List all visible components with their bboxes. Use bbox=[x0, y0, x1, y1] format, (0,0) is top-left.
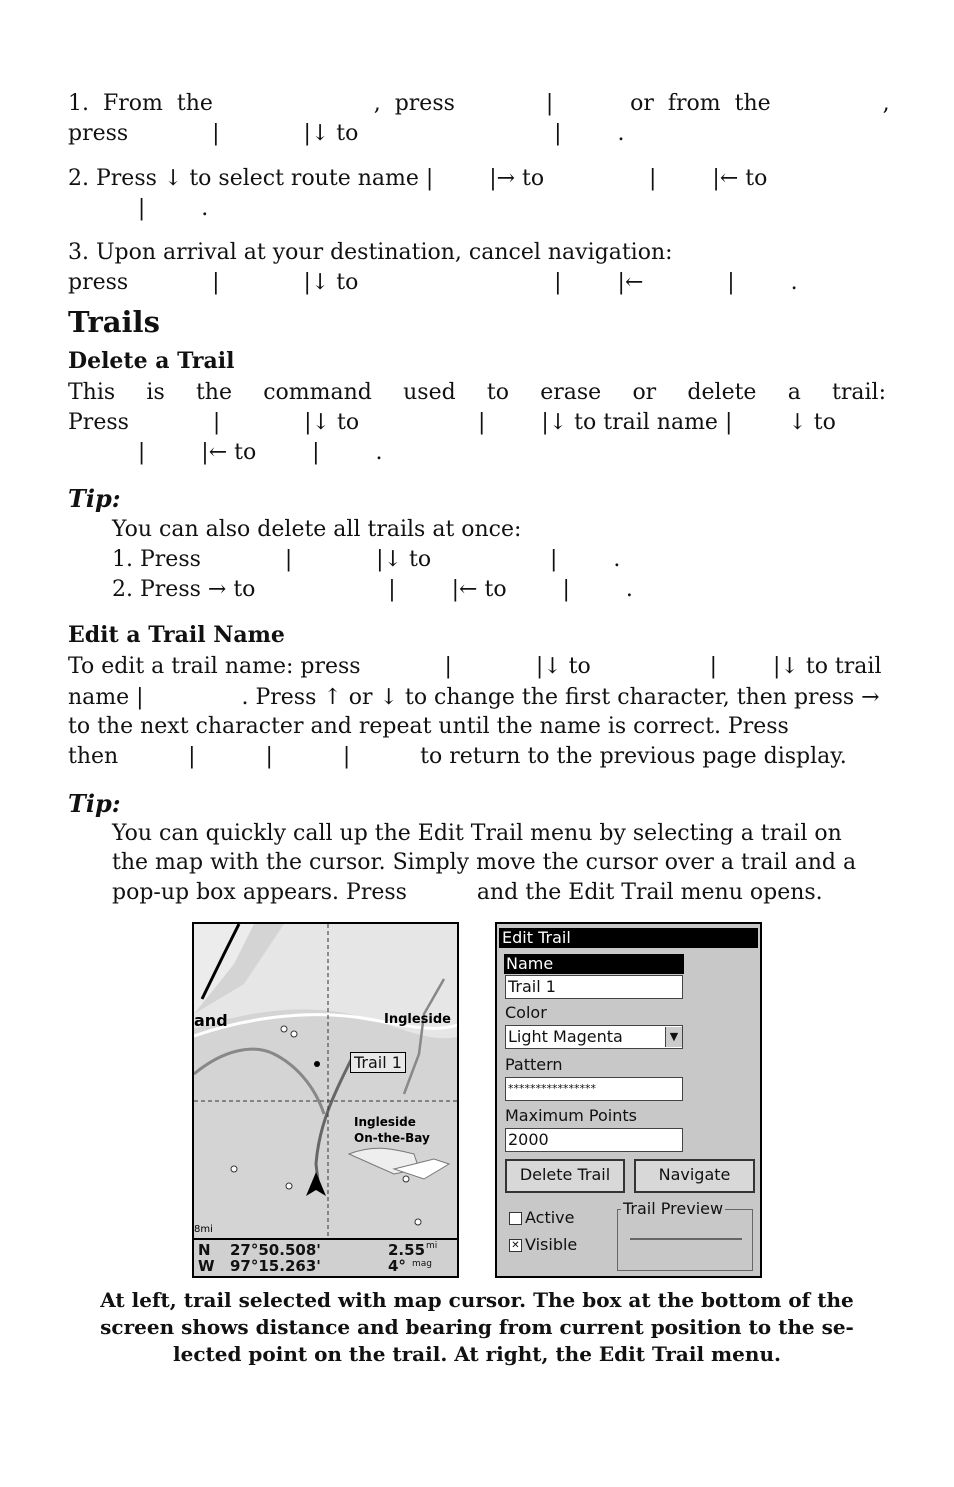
tip1-line: You can also delete all trails at once: bbox=[112, 517, 522, 542]
pattern-field[interactable]: **************** bbox=[505, 1077, 683, 1101]
pattern-label: Pattern bbox=[505, 1055, 563, 1074]
scale-label: 8mi bbox=[194, 1224, 213, 1235]
color-label: Color bbox=[505, 1003, 547, 1022]
map-graphic bbox=[194, 924, 459, 1278]
tip-label: Tip: bbox=[68, 789, 121, 818]
delete-trail-heading: Delete a Trail bbox=[68, 348, 235, 374]
delete-line: This is the command used to erase or delete a trail: bbox=[68, 380, 886, 405]
step2-line2: | . bbox=[68, 196, 209, 221]
edit-trail-name-heading: Edit a Trail Name bbox=[68, 622, 285, 648]
name-label: Name bbox=[504, 954, 684, 974]
edit-line: then | | | to return to the previous page display. bbox=[68, 744, 847, 769]
chevron-down-icon[interactable]: ▼ bbox=[665, 1027, 682, 1047]
step2-line1: 2. Press ↓ to select route name | |→ to | |← to bbox=[68, 166, 768, 191]
edit-line: to the next character and repeat until the name is correct. Press bbox=[68, 714, 789, 739]
lat-hemi: N bbox=[198, 1241, 211, 1259]
navigate-button[interactable]: Navigate bbox=[634, 1159, 755, 1193]
active-checkbox[interactable] bbox=[509, 1212, 522, 1225]
lon-hemi: W bbox=[198, 1257, 215, 1275]
delete-line: | |← to | . bbox=[68, 440, 383, 465]
name-field[interactable]: Trail 1 bbox=[505, 975, 683, 999]
position-readout bbox=[194, 1238, 457, 1276]
caption-line: screen shows distance and bearing from current position to the se- bbox=[100, 1315, 854, 1339]
trails-heading: Trails bbox=[68, 305, 160, 339]
map-label: On-the-Bay bbox=[354, 1131, 430, 1145]
trail-preview-label: Trail Preview bbox=[623, 1199, 724, 1218]
step1-line1: 1. From the , press | or from the , bbox=[68, 91, 890, 116]
tip1-line: 1. Press | |↓ to | . bbox=[112, 547, 621, 572]
trail-preview-box bbox=[617, 1209, 753, 1271]
edit-line: To edit a trail name: press | |↓ to | |↓ to trail bbox=[68, 654, 882, 679]
active-label: Active bbox=[525, 1208, 575, 1227]
tip2-line: the map with the cursor. Simply move the cursor over a trail and a bbox=[112, 850, 857, 875]
visible-checkbox[interactable]: ✕ bbox=[509, 1239, 522, 1252]
distance-unit: mi bbox=[426, 1241, 438, 1251]
distance: 2.55 bbox=[388, 1241, 426, 1259]
map-label: Ingleside bbox=[354, 1115, 416, 1129]
edit-trail-menu bbox=[495, 922, 762, 1278]
step3-line2: press | |↓ to | |← | . bbox=[68, 270, 798, 295]
max-points-field[interactable]: 2000 bbox=[505, 1128, 683, 1152]
visible-label: Visible bbox=[525, 1235, 578, 1254]
longitude: 97°15.263' bbox=[230, 1257, 321, 1275]
tip1-line: 2. Press → to | |← to | . bbox=[112, 577, 633, 602]
bearing-unit: mag bbox=[412, 1259, 432, 1269]
map-label: and bbox=[194, 1011, 228, 1030]
menu-title: Edit Trail bbox=[499, 928, 758, 948]
caption-line: lected point on the trail. At right, the Edit Trail menu. bbox=[173, 1342, 781, 1366]
map-screenshot bbox=[192, 922, 459, 1278]
trail-preview-line bbox=[630, 1238, 742, 1240]
figure-caption bbox=[60, 1287, 894, 1368]
step3-line1: 3. Upon arrival at your destination, cancel navigation: bbox=[68, 240, 673, 265]
bearing: 4° bbox=[388, 1257, 406, 1275]
step1-line2: press | |↓ to | . bbox=[68, 121, 625, 146]
color-value: Light Magenta bbox=[508, 1027, 623, 1046]
tip-label: Tip: bbox=[68, 484, 121, 513]
delete-trail-body bbox=[68, 378, 886, 408]
map-label: Ingleside bbox=[384, 1012, 451, 1027]
color-select[interactable] bbox=[505, 1025, 683, 1049]
delete-trail-button[interactable]: Delete Trail bbox=[505, 1159, 625, 1193]
caption-line: At left, trail selected with map cursor. The box at the bottom of the bbox=[100, 1288, 854, 1312]
trail-popup[interactable]: Trail 1 bbox=[350, 1052, 406, 1073]
max-points-label: Maximum Points bbox=[505, 1106, 637, 1125]
tip2-line: You can quickly call up the Edit Trail menu by selecting a trail on bbox=[112, 821, 842, 846]
delete-line: Press | |↓ to | |↓ to trail name | ↓ to bbox=[68, 410, 836, 435]
tip2-line: pop-up box appears. Press and the Edit Trail menu opens. bbox=[112, 880, 823, 905]
edit-line: name | . Press ↑ or ↓ to change the first character, then press → bbox=[68, 685, 880, 710]
latitude: 27°50.508' bbox=[230, 1241, 321, 1259]
